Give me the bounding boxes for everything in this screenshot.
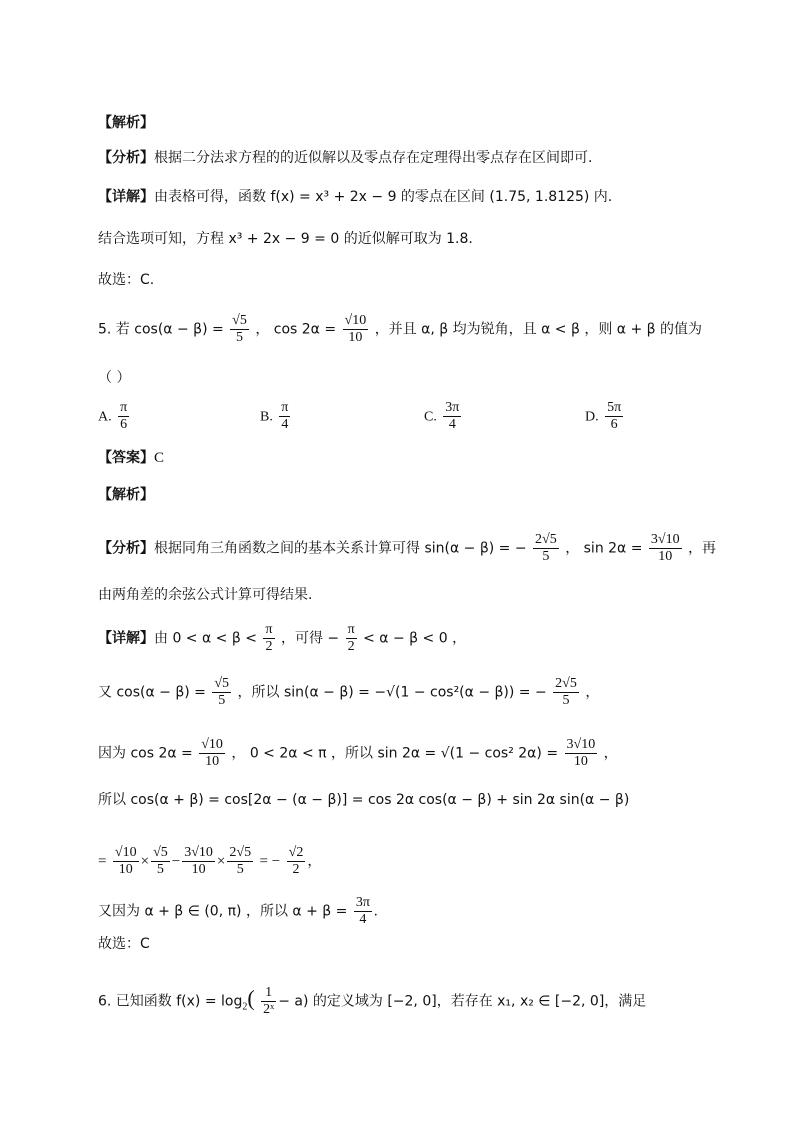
fraction [565, 737, 598, 770]
math-text: 又 cos(α − β) = [98, 684, 206, 701]
fraction [354, 895, 372, 928]
math-text: × [216, 853, 226, 870]
fraction [533, 532, 559, 565]
fraction [230, 313, 249, 346]
denominator: 5 [562, 693, 570, 708]
analysis-heading [98, 113, 154, 133]
math-text: = − [259, 853, 281, 870]
fraction [649, 532, 682, 565]
math-text: . [373, 903, 378, 920]
analysis-heading [98, 485, 154, 505]
numerator: 3√10 [566, 737, 596, 752]
option-letter: A. [98, 409, 112, 425]
denominator: 2 [265, 639, 273, 654]
section-tag: 【分析】 [98, 540, 154, 557]
numerator: 2√5 [555, 676, 577, 691]
paragraph-text: 故选：C [98, 936, 150, 952]
math-text: 又因为 α + β ∈ (0, π) ，所以 α + β = [98, 903, 348, 920]
numerator: √10 [114, 845, 137, 860]
blank-paren: （ ） [98, 370, 131, 386]
numerator: 5π [607, 400, 622, 415]
math-text: ， [585, 684, 600, 701]
numerator: π [120, 400, 128, 415]
denominator: 10 [205, 754, 220, 769]
math-text: ， [307, 853, 322, 870]
fraction [261, 985, 276, 1018]
answer-value: C [154, 450, 165, 466]
denominator: 10 [658, 549, 673, 564]
math-text: 由 0 < α < β < [154, 630, 257, 647]
option-d [585, 400, 625, 433]
numerator: π [265, 622, 273, 637]
numerator: √5 [153, 845, 168, 860]
section-tag: 【分析】 [98, 150, 154, 166]
numerator: √5 [232, 313, 247, 328]
paragraph-text: 由表格可得，函数 f(x) = x³ + 2x − 9 的零点在区间 (1.75, 1.8125) 内. [154, 189, 613, 205]
option-c [424, 400, 463, 433]
answer-tag: 【答案】 [98, 450, 154, 466]
denominator: 10 [348, 330, 363, 345]
denominator: 10 [191, 862, 206, 877]
section-tag: 【解析】 [98, 115, 154, 131]
fraction [182, 845, 215, 878]
detail-line-3 [98, 737, 618, 770]
paragraph-text: ， sin 2α = [565, 540, 643, 557]
denominator: 10 [573, 754, 588, 769]
conclusion-paragraph [98, 229, 473, 249]
fraction [346, 622, 357, 655]
paragraph-text: ，再 [688, 540, 717, 557]
paragraph-text: 根据二分法求方程的的近似解以及零点存在定理得出零点存在区间即可. [154, 150, 593, 166]
section-tag: 【解析】 [98, 487, 154, 503]
numerator: 2√5 [535, 532, 557, 547]
numerator: 2√5 [229, 845, 252, 860]
detail-line-5 [98, 845, 321, 878]
numerator: 1 [261, 985, 276, 1002]
numerator: √10 [201, 737, 223, 752]
denominator: 2 [347, 639, 355, 654]
numerator: π [347, 622, 355, 637]
option-fraction [118, 400, 129, 433]
denominator: 6 [610, 417, 618, 432]
open-paren: ( [247, 985, 255, 1011]
numerator: 3√10 [184, 845, 213, 860]
paragraph-text: 由两角差的余弦公式计算可得结果. [98, 587, 313, 603]
fraction [113, 845, 139, 878]
numerator: √10 [344, 313, 367, 328]
stem-part: 5. 若 cos(α − β) = [98, 321, 224, 338]
paragraph-text: 根据同角三角函数之间的基本关系计算可得 sin(α − β) = − [154, 540, 527, 557]
section-tag: 【详解】 [98, 630, 154, 647]
option-letter: C. [424, 409, 437, 425]
denominator: 4 [281, 417, 289, 432]
numerator: √2 [288, 845, 304, 860]
option-letter: D. [585, 409, 599, 425]
fraction [553, 676, 579, 709]
question-5-stem [98, 313, 702, 346]
math-text: 因为 cos 2α = [98, 745, 193, 762]
option-a [98, 400, 131, 433]
math-text: = [98, 853, 107, 870]
fraction [151, 845, 170, 878]
section-tag: 【详解】 [98, 189, 154, 205]
fraction [227, 845, 253, 878]
paragraph-text: 故选：C. [98, 272, 155, 288]
denominator: 2 [292, 862, 300, 877]
detail-line-2 [98, 676, 599, 709]
denominator: 5 [236, 862, 244, 877]
fraction [199, 737, 225, 770]
log-base: 2 [242, 1001, 248, 1013]
denominator: 5 [236, 330, 244, 345]
denominator: 4 [448, 417, 456, 432]
numerator: 3π [445, 400, 460, 415]
numerator: 3√10 [650, 532, 680, 547]
denominator: 5 [218, 693, 226, 708]
denominator: 10 [118, 862, 133, 877]
math-text: 所以 cos(α + β) = cos[2α − (α − β)] = cos 2α cos(α − β) + sin 2α sin(α − β) [98, 792, 630, 808]
math-text: ， [603, 745, 618, 762]
math-text: ， 0 < 2α < π ，所以 sin 2α = √(1 − cos² 2α) = [231, 745, 559, 762]
detail-line-6 [98, 895, 378, 928]
math-text: × [140, 853, 150, 870]
option-b [260, 400, 292, 433]
detail-line-1 [98, 622, 466, 655]
denominator: 6 [120, 417, 128, 432]
option-letter: B. [260, 409, 273, 425]
denominator: 5 [156, 862, 164, 877]
denominator: 4 [359, 912, 367, 927]
fraction [212, 676, 231, 709]
stem-part: 6. 已知函数 f(x) = log [98, 993, 243, 1010]
denominator: 2ˣ [263, 1002, 275, 1017]
stem-part: ，并且 α, β 均为锐角，且 α < β ，则 α + β 的值为 [374, 321, 703, 338]
option-fraction [279, 400, 290, 433]
analysis-summary [98, 148, 592, 168]
fraction [287, 845, 306, 878]
stem-part: ， cos 2α = [255, 321, 337, 338]
fenxi-continuation [98, 585, 312, 605]
numerator: 3π [355, 895, 370, 910]
math-text: < α − β < 0 ， [363, 630, 467, 647]
fraction [263, 622, 274, 655]
detail-line-4 [98, 790, 629, 810]
stem-part: − a) 的定义域为 [−2, 0]，若存在 x₁, x₂ ∈ [−2, 0]，满足 [278, 993, 647, 1010]
math-text: ，所以 sin(α − β) = −√(1 − cos²(α − β)) = − [237, 684, 547, 701]
detail-line-7 [98, 934, 150, 954]
fenxi-paragraph [98, 532, 716, 565]
question-5-paren [98, 368, 130, 388]
answer-line [98, 448, 164, 468]
choice-line [98, 270, 154, 290]
option-fraction [443, 400, 461, 433]
denominator: 5 [542, 549, 550, 564]
question-6-stem [98, 985, 646, 1018]
numerator: π [281, 400, 289, 415]
paragraph-text: 结合选项可知，方程 x³ + 2x − 9 = 0 的近似解可取为 1.8. [98, 231, 473, 247]
numerator: √5 [214, 676, 230, 691]
option-fraction [605, 400, 623, 433]
detail-paragraph [98, 187, 612, 207]
math-text: − [171, 853, 181, 870]
math-text: ，可得 − [280, 630, 340, 647]
fraction [343, 313, 369, 346]
